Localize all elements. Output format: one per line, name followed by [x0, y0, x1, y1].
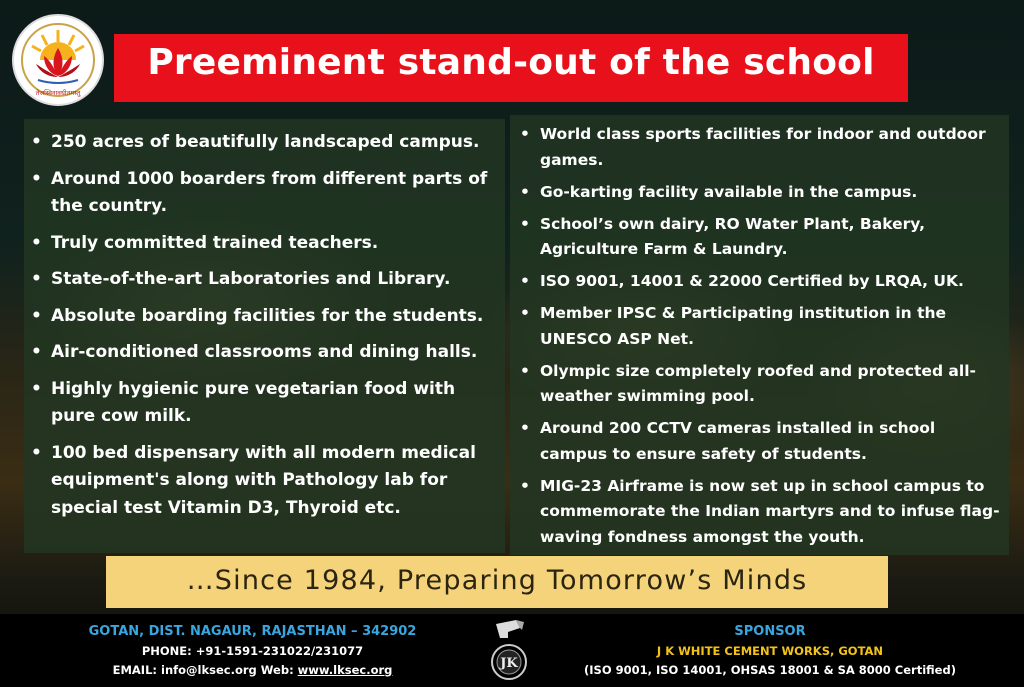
list-item: • MIG-23 Airframe is now set up in school campus to commemorate the Indian martyrs and to infuse flag-waving fondness amongst the youth. — [540, 474, 1005, 551]
sponsor-block — [560, 622, 980, 680]
list-item: • Around 200 CCTV cameras installed in school campus to ensure safety of students. — [540, 416, 1005, 467]
list-item: • ISO 9001, 14001 & 22000 Certified by LRQA, UK. — [540, 269, 1005, 295]
address: GOTAN, DIST. NAGAUR, RAJASTHAN – 342902 — [88, 624, 417, 639]
list-item: • Air-conditioned classrooms and dining halls. — [51, 339, 503, 367]
jk-cement-logo-icon — [486, 618, 532, 682]
jk-logo-text: JK — [500, 656, 518, 671]
sponsor-certifications: (ISO 9001, ISO 14001, OHSAS 18001 & SA 8000 Certified) — [584, 663, 956, 677]
tagline-banner — [106, 556, 888, 608]
school-emblem-lotus-sun-icon — [14, 16, 102, 104]
phone: PHONE: +91-1591-231022/231077 — [141, 644, 364, 658]
list-item: • World class sports facilities for indoor and outdoor games. — [540, 122, 1005, 173]
list-item: • Highly hygienic pure vegetarian food with pure cow milk. — [51, 376, 503, 431]
email-web-line — [60, 661, 445, 680]
logo-caption: तेजस्विनावधीतमस्तु — [35, 89, 81, 97]
website-link[interactable]: www.lksec.org — [297, 663, 393, 677]
contact-block — [60, 622, 445, 680]
list-item: • Member IPSC & Participating institution in the UNESCO ASP Net. — [540, 301, 1005, 352]
right-features-panel — [510, 115, 1009, 555]
list-item: • Olympic size completely roofed and protected all-weather swimming pool. — [540, 359, 1005, 410]
tagline: …Since 1984, Preparing Tomorrow’s Minds — [186, 565, 808, 596]
school-logo — [12, 14, 104, 106]
left-features-panel — [24, 119, 505, 553]
list-item: • Absolute boarding facilities for the students. — [51, 303, 503, 331]
list-item: • Truly committed trained teachers. — [51, 230, 503, 258]
list-item: • 250 acres of beautifully landscaped campus. — [51, 129, 503, 157]
list-item: • Go-karting facility available in the campus. — [540, 180, 1005, 206]
page-title: Preeminent stand-out of the school — [147, 42, 875, 83]
email-label: EMAIL: info@lksec.org Web: — [112, 663, 298, 677]
list-item: • 100 bed dispensary with all modern medical equipment's along with Pathology lab for special test Vitamin D3, Thyroid etc. — [51, 440, 503, 523]
right-features-list — [540, 122, 1005, 557]
sponsor-name: J K WHITE CEMENT WORKS, GOTAN — [656, 644, 884, 658]
list-item: • School’s own dairy, RO Water Plant, Bakery, Agriculture Farm & Laundry. — [540, 212, 1005, 263]
list-item: • Around 1000 boarders from different parts of the country. — [51, 166, 503, 221]
title-banner — [114, 34, 908, 102]
left-features-list — [51, 129, 503, 531]
list-item: • State-of-the-art Laboratories and Library. — [51, 266, 503, 294]
sponsor-heading: SPONSOR — [734, 624, 806, 639]
